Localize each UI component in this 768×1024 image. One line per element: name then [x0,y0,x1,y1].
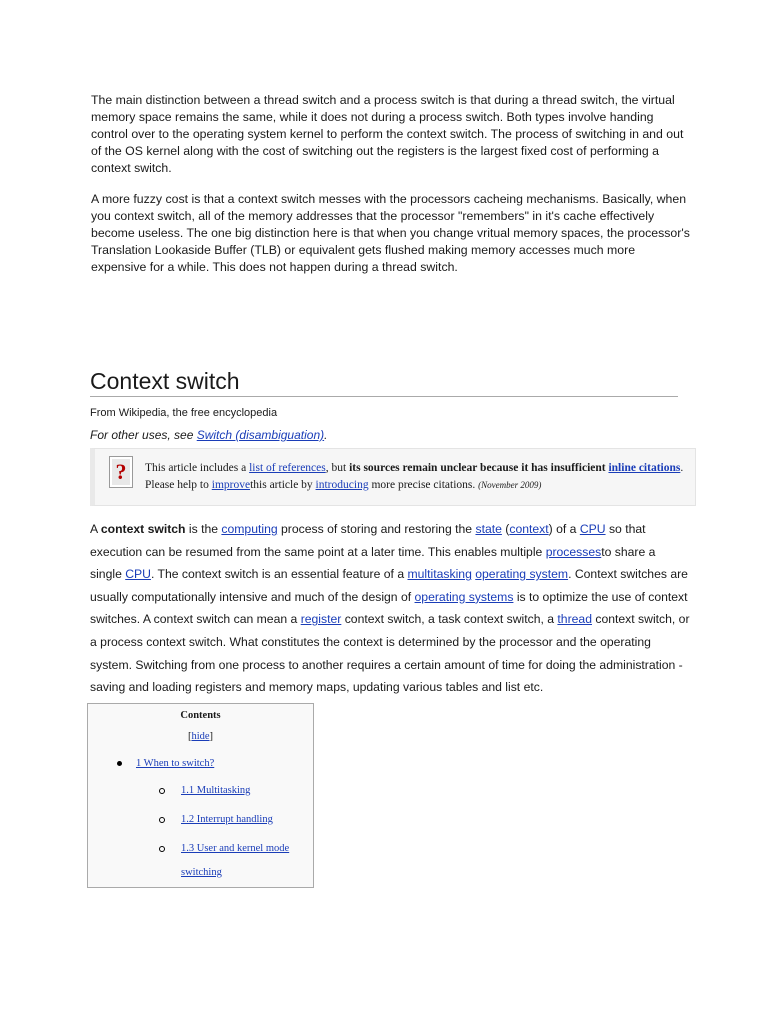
operating-systems-link[interactable]: operating systems [414,589,514,604]
notice-date: (November 2009) [478,480,542,490]
bullet-circle-icon [159,846,165,852]
toc-item-interrupt-handling[interactable]: 1.2 Interrupt handling [181,814,273,825]
improve-link[interactable]: improve [211,479,251,491]
disambiguation-link[interactable]: Switch (disambiguation) [196,428,325,442]
inline-citations-link[interactable]: inline citations [608,462,681,474]
bullet-circle-icon [159,788,165,794]
toc-hide-toggle: [hide] [187,731,214,742]
toc-item-when-to-switch[interactable]: 1 When to switch? [136,758,215,769]
toc-hide-link[interactable]: hide [191,731,210,742]
toc-item-multitasking[interactable]: 1.1 Multitasking [181,785,251,796]
bullet-circle-icon [159,817,165,823]
context-link[interactable]: context [509,522,549,536]
bullet-disc-icon [117,761,122,766]
processes-link[interactable]: processes [545,544,602,559]
hatnote: For other uses, see Switch (disambiguation). [90,428,328,442]
table-of-contents [87,703,314,888]
toc-title: Contents [180,710,221,721]
introducing-link[interactable]: introducing [315,479,369,491]
site-tagline: From Wikipedia, the free encyclopedia [90,407,278,419]
lead-paragraph: A context switch is the computing process of storing and restoring the state (context) of a CPU so that execution can be resumed from the same point at a later time. This enables multiple processesto share a single CPU. The context switch is an essential feature of a multitasking operating system. Context switches are usually computationally intensive and much of the design of operating systems is to optimize the use of context switches. A context switch can mean a register context switch, a task context switch, a thread context switch, or a process context switch. What constitutes the context is determined by the processor and the operating system. Switching from one process to another requires a certain amount of time for doing the administration - saving and loading registers and memory maps, updating various tables and list etc. [90,522,690,695]
toc-item-user-kernel-mode[interactable]: 1.3 User and kernel mode [181,843,290,854]
register-link[interactable]: register [300,612,342,627]
multitasking-link[interactable]: multitasking [407,567,472,582]
cpu-link[interactable]: CPU [579,522,606,536]
state-link[interactable]: state [475,522,502,536]
toc-item-user-kernel-mode-cont[interactable]: switching [181,867,222,878]
operating-system-link[interactable]: operating system [475,567,569,582]
intro-paragraph-2: A more fuzzy cost is that a context switch messes with the processors cacheing mechanisms. Basically, when you context switch, all of the memory addresses that the processor "remembers" in it's cache effectively become useless. The one big distinction here is that when you change vritual memory spaces, the processor's Translation Lookaside Buffer (TLB) or equivalent gets flushed making memory accesses much more expensive for a while. This does not happen during a thread switch. [91,192,690,274]
citation-notice-box [90,448,696,506]
list-of-references-link[interactable]: list of references [249,462,326,474]
question-mark-icon: ? [109,456,133,488]
thread-link[interactable]: thread [557,612,592,627]
page-title: Context switch [90,366,678,397]
cpu-link-2[interactable]: CPU [125,567,151,582]
citation-notice-text: This article includes a list of references, but its sources remain unclear because it has insufficient inline citations. Please help to improvethis article by introducing more precise citations. (November 2009) [145,462,684,491]
intro-paragraph-1: The main distinction between a thread switch and a process switch is that during a thread switch, the virtual memory space remains the same, while it does not during a process switch. Both types involve handing control over to the operating system kernel to perform the context switch. The process of switching in and out of the OS kernel along with the cost of switching out the registers is the largest fixed cost of performing a context switch. [91,93,684,175]
computing-link[interactable]: computing [221,522,278,536]
